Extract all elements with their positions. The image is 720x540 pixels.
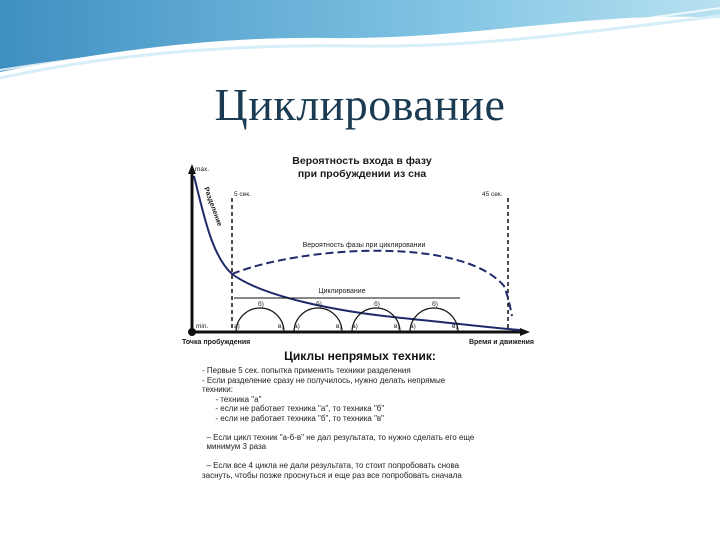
arc-1-v-label: в) [278,323,284,330]
cycle-arc-3 [352,308,400,332]
y-min-label: min. [196,323,209,330]
arc-2-a-label: а) [294,323,300,330]
note-line: заснуть, чтобы позже проснуться и еще раз все попробовать сначала [202,470,462,480]
note-line: техники: [202,385,233,394]
diagram-svg [182,146,538,346]
separation-curve [194,176,520,330]
marker-5sec-label: 5 сек. [234,191,251,198]
diagram-title-line2: при пробуждении из сна [297,168,427,180]
note-line: – Если все 4 цикла не дали результата, то стоит попробовать снова [202,461,460,470]
arc-4-v-label: в) [452,323,458,330]
wake-point-label: Точка пробуждения [182,339,251,346]
arc-2-top-label: б) [316,301,322,308]
note-line: минимум 3 раза [202,442,267,451]
header-wave-decoration [0,0,720,80]
notes-title: Циклы непрямых техник: [284,349,436,363]
arc-4-a-label: а) [410,323,416,330]
arc-3-v-label: в) [394,323,400,330]
note-line: - Если разделение сразу не получилось, нужно делать непрямые [202,375,446,385]
cycle-arc-2 [294,308,342,332]
diagram-title-line1: Вероятность входа в фазу [292,155,432,167]
cycling-label: Циклирование [318,288,366,295]
note-line: - если не работает техника "б", то техника "в" [202,413,385,423]
x-axis-arrow [520,328,530,336]
note-line: - техника "а" [202,394,262,404]
arc-3-top-label: б) [374,301,380,308]
time-axis-label: Время и движения [468,339,534,346]
arc-1-top-label: б) [258,301,264,308]
arc-1-a-label: а) [234,323,240,330]
note-line: - если не работает техника "а", то техника "б" [202,404,385,413]
arc-3-a-label: а) [352,323,358,330]
cycling-probability-label: Вероятность фазы при циклировании [302,242,426,249]
cycling-probability-curve [232,251,512,316]
wake-point [188,328,196,336]
marker-45sec-label: 45 сек. [482,191,503,198]
slide-title: Циклирование [214,79,506,130]
cycle-arc-1 [236,308,284,332]
separation-label: Разделение [202,186,223,228]
notes-list [202,366,532,480]
arc-4-top-label: б) [432,301,438,308]
note-line [202,423,532,433]
note-line: – Если цикл техник "а-б-в" не дал результата, то нужно сделать его еще [202,432,475,442]
note-line [202,452,532,462]
arc-2-v-label: в) [336,323,342,330]
y-max-label: max. [195,166,210,173]
cycling-diagram [182,146,538,494]
note-line: - Первые 5 сек. попытка применить техники разделения [202,366,411,375]
